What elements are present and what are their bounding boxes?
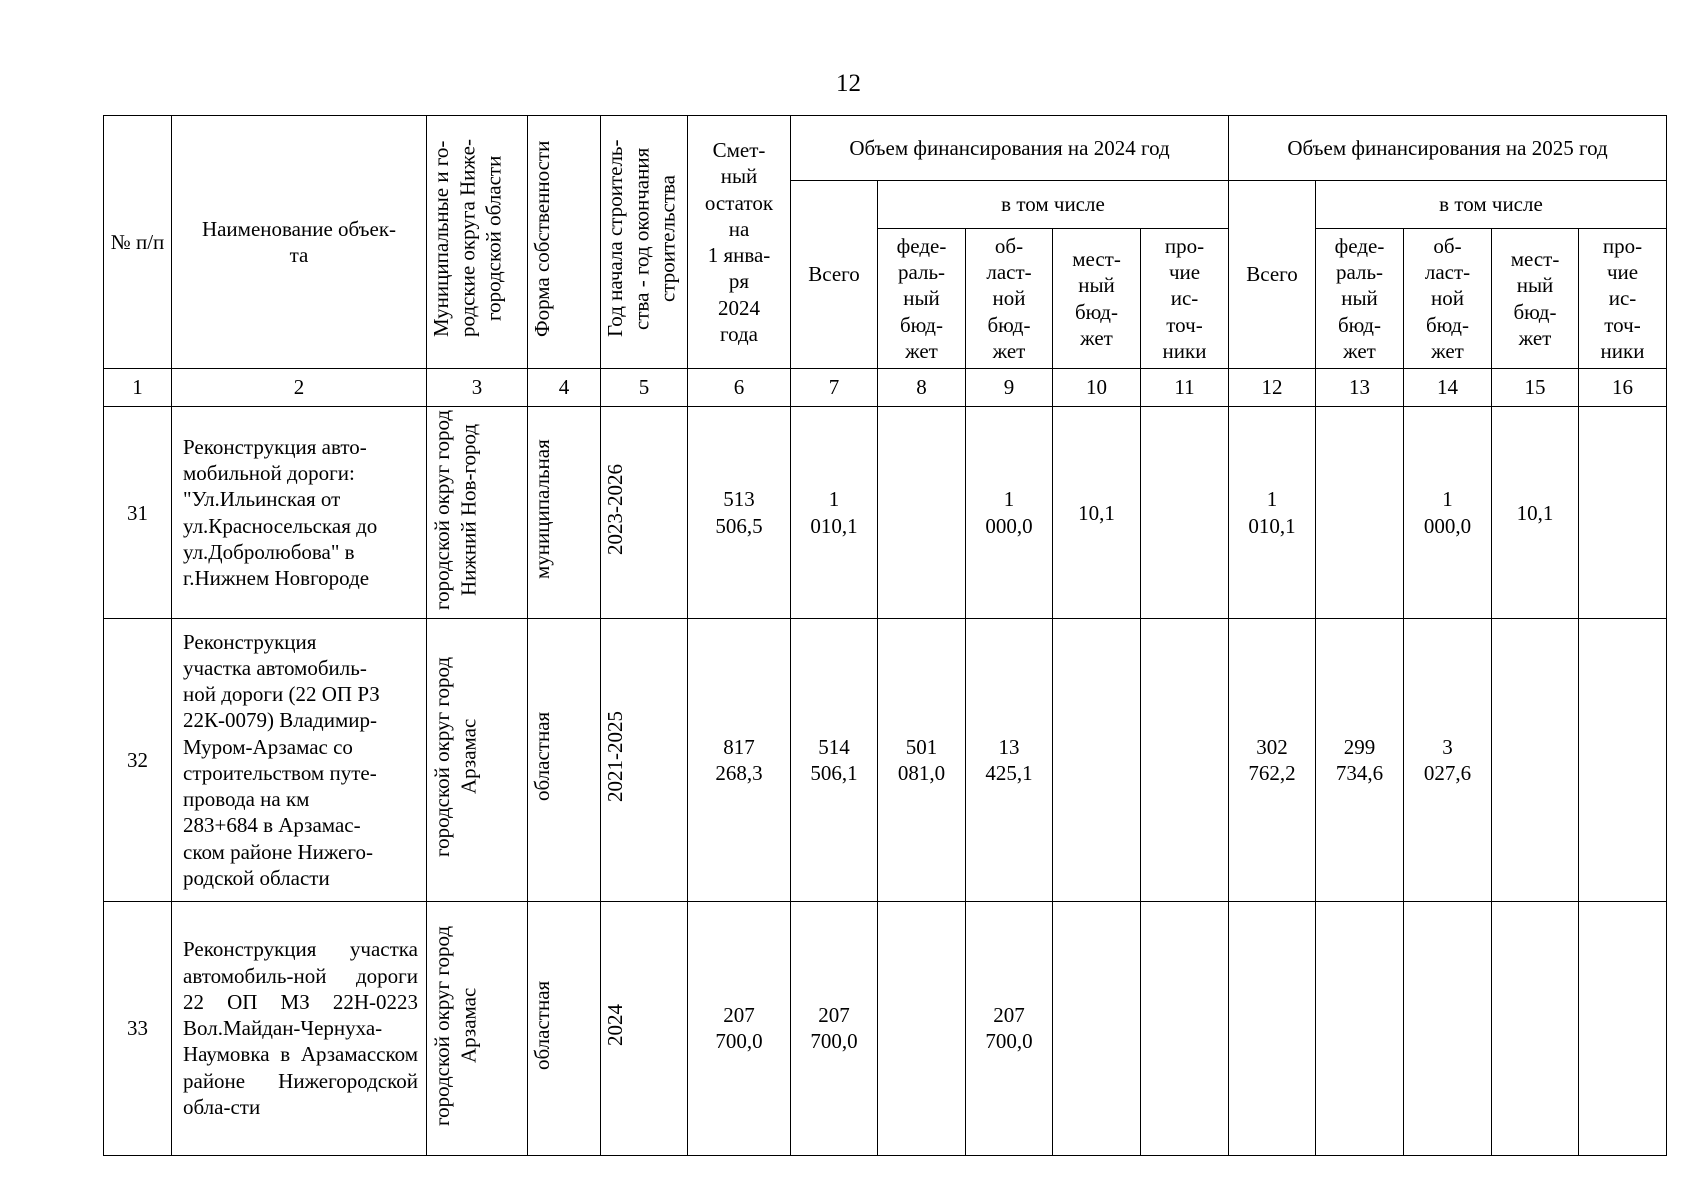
column-number: 8	[878, 369, 966, 407]
y2025-local	[1492, 901, 1579, 1155]
header-ownership	[528, 116, 601, 369]
header-2025-regional: об- ласт- ной бюд- жет	[1404, 229, 1492, 369]
y2025-total: 302 762,2	[1229, 619, 1316, 901]
column-number: 3	[427, 369, 528, 407]
object-name: Реконструкция авто- мобильной дороги: "Ул.Ильинская от ул.Красносельская до ул.Добролюбова" в г.Нижнем Новгороде	[172, 407, 427, 619]
y2024-local: 10,1	[1053, 407, 1141, 619]
y2025-local: 10,1	[1492, 407, 1579, 619]
y2024-federal: 501 081,0	[878, 619, 966, 901]
column-number: 13	[1316, 369, 1404, 407]
column-number: 9	[966, 369, 1053, 407]
column-number: 10	[1053, 369, 1141, 407]
row-number: 32	[104, 619, 172, 901]
y2024-regional: 13 425,1	[966, 619, 1053, 901]
balance-cell: 817 268,3	[688, 619, 791, 901]
y2025-federal	[1316, 901, 1404, 1155]
column-number: 7	[791, 369, 878, 407]
years-text: 2023-2026	[603, 464, 627, 555]
header-years-text: Год начала строитель-ства - год окончания строительства	[603, 140, 680, 338]
column-number: 5	[601, 369, 688, 407]
header-group-2025: Объем финансирования на 2025 год	[1229, 116, 1667, 181]
y2024-federal	[878, 407, 966, 619]
header-district	[427, 116, 528, 369]
column-number: 14	[1404, 369, 1492, 407]
table-row	[104, 901, 1667, 1155]
ownership-text: муниципальная	[530, 439, 554, 580]
header-balance: Смет- ный остаток на 1 янва- ря 2024 года	[688, 116, 791, 369]
table-row	[104, 407, 1667, 619]
district-cell	[427, 407, 528, 619]
district-cell	[427, 901, 528, 1155]
balance-cell: 513 506,5	[688, 407, 791, 619]
column-number: 2	[172, 369, 427, 407]
years-cell	[601, 407, 688, 619]
y2024-total: 514 506,1	[791, 619, 878, 901]
y2024-regional: 1 000,0	[966, 407, 1053, 619]
object-name: Реконструкция участка автомобиль-ной дороги 22 ОП МЗ 22Н-0223 Вол.Майдан-Чернуха-Наумовка в Арзамасском районе Нижегородской обла-сти	[172, 901, 427, 1155]
y2024-local	[1053, 619, 1141, 901]
district-cell	[427, 619, 528, 901]
column-number: 4	[528, 369, 601, 407]
y2025-other	[1579, 619, 1667, 901]
financing-table	[103, 115, 1667, 1156]
y2025-total	[1229, 901, 1316, 1155]
years-cell	[601, 901, 688, 1155]
district-text: городской округ город Арзамас	[430, 656, 481, 857]
column-number: 6	[688, 369, 791, 407]
column-number: 12	[1229, 369, 1316, 407]
header-2024-other: про- чие ис- точ- ники	[1141, 229, 1229, 369]
header-district-text: Муниципальные и го-родские округа Ниже-городской области	[428, 139, 505, 338]
header-2024-total: Всего	[791, 181, 878, 369]
header-number: № п/п	[104, 116, 172, 369]
y2024-total: 207 700,0	[791, 901, 878, 1155]
column-number: 15	[1492, 369, 1579, 407]
y2025-total: 1 010,1	[1229, 407, 1316, 619]
page-number: 12	[836, 70, 861, 97]
y2024-federal	[878, 901, 966, 1155]
column-number: 1	[104, 369, 172, 407]
y2024-other	[1141, 407, 1229, 619]
y2024-regional: 207 700,0	[966, 901, 1053, 1155]
column-number: 16	[1579, 369, 1667, 407]
y2025-federal: 299 734,6	[1316, 619, 1404, 901]
y2025-regional: 1 000,0	[1404, 407, 1492, 619]
y2024-other	[1141, 619, 1229, 901]
y2025-local	[1492, 619, 1579, 901]
header-2025-federal: феде- раль- ный бюд- жет	[1316, 229, 1404, 369]
y2024-other	[1141, 901, 1229, 1155]
object-name: Реконструкция участка автомобиль- ной дороги (22 ОП РЗ 22К-0079) Владимир- Муром-Арзамас со строительством путе- провода на км 283+684 в Арзамас- ском районе Нижего- родской области	[172, 619, 427, 901]
header-2024-local: мест- ный бюд- жет	[1053, 229, 1141, 369]
years-text: 2024	[603, 1004, 627, 1046]
header-row-1	[104, 116, 1667, 181]
header-years	[601, 116, 688, 369]
district-text: городской округ город Нижний Нов-город	[430, 409, 481, 610]
header-2024-incl: в том числе	[878, 181, 1229, 229]
table-row	[104, 619, 1667, 901]
ownership-cell	[528, 901, 601, 1155]
row-number: 33	[104, 901, 172, 1155]
row-number: 31	[104, 407, 172, 619]
y2025-federal	[1316, 407, 1404, 619]
ownership-text: областная	[530, 712, 554, 802]
y2025-regional	[1404, 901, 1492, 1155]
y2025-other	[1579, 407, 1667, 619]
district-text: городской округ город Арзамас	[430, 924, 481, 1126]
y2025-regional: 3 027,6	[1404, 619, 1492, 901]
header-ownership-text: Форма собственности	[530, 140, 554, 338]
ownership-cell	[528, 619, 601, 901]
column-number: 11	[1141, 369, 1229, 407]
years-cell	[601, 619, 688, 901]
balance-cell: 207 700,0	[688, 901, 791, 1155]
header-2025-other: про- чие ис- точ- ники	[1579, 229, 1667, 369]
ownership-text: областная	[530, 980, 554, 1070]
header-group-2024: Объем финансирования на 2024 год	[791, 116, 1229, 181]
header-2024-federal: феде- раль- ный бюд- жет	[878, 229, 966, 369]
ownership-cell	[528, 407, 601, 619]
years-text: 2021-2025	[603, 711, 627, 803]
y2024-local	[1053, 901, 1141, 1155]
y2024-total: 1 010,1	[791, 407, 878, 619]
y2025-other	[1579, 901, 1667, 1155]
header-2025-total: Всего	[1229, 181, 1316, 369]
column-numbers-row	[104, 369, 1667, 407]
header-2024-regional: об- ласт- ной бюд- жет	[966, 229, 1053, 369]
header-2025-local: мест- ный бюд- жет	[1492, 229, 1579, 369]
header-2025-incl: в том числе	[1316, 181, 1667, 229]
header-object-name: Наименование объек- та	[172, 116, 427, 369]
